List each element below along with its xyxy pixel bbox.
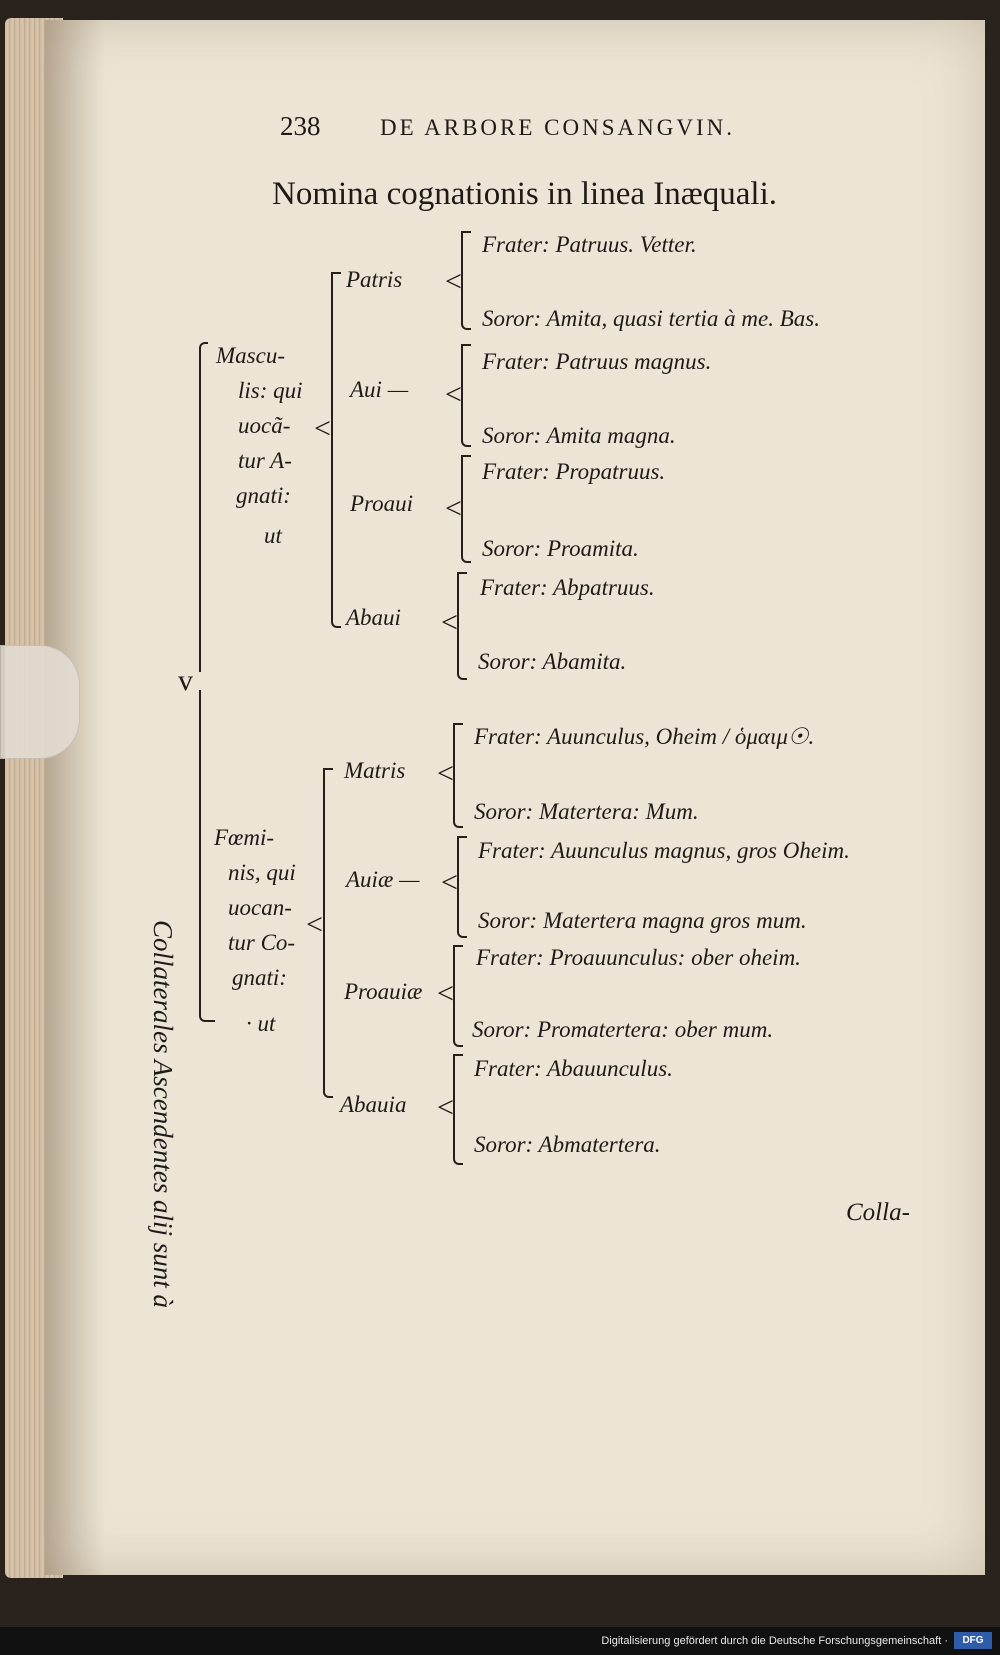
abauia-soror: Soror: Abmatertera. [474,1132,661,1157]
branch-aui: Aui — [350,377,409,402]
auiae-brace-point: < [441,866,458,899]
proaui-brace-point: < [445,492,462,525]
female-branches-brace [323,768,333,1098]
book-clip [0,645,80,759]
auiae-frater: Frater: Auunculus magnus, gros Oheim. [478,838,850,863]
male-branches-brace-point: < [314,412,331,445]
matris-brace [453,723,463,828]
outer-brace-bottom [199,690,215,1022]
male-label-3: uocã- [238,413,291,438]
male-label-5: gnati: [236,483,291,508]
branch-patris: Patris [346,267,403,292]
chart-title: Nomina cognationis in linea Inæquali. [272,176,777,212]
proauiae-frater: Frater: Proauunculus: ober oheim. [476,945,801,970]
abauia-brace [453,1054,463,1165]
female-branches-brace-point: < [306,908,323,941]
branch-auiae: Auiæ — [346,867,420,892]
male-label-2: lis: qui [238,378,303,403]
outer-brace-top [199,342,208,672]
abaui-brace-point: < [441,606,458,639]
female-label-2: nis, qui [228,860,296,885]
female-label-3: uocan- [228,895,292,920]
female-label-5: gnati: [232,965,287,990]
proaui-soror: Soror: Proamita. [482,536,639,561]
abauia-brace-point: < [437,1091,454,1124]
proaui-frater: Frater: Propatruus. [482,459,666,484]
female-label-4: tur Co- [228,930,296,955]
auiae-brace [457,836,467,938]
vertical-label: Collaterales Ascendentes alij sunt à [148,920,178,1308]
matris-frater: Frater: Auunculus, Oheim / ὁμαιμ☉. [474,724,815,749]
proauiae-brace-point: < [437,977,454,1010]
branch-matris: Matris [344,758,406,783]
female-label-6: · ut [246,1011,276,1036]
matris-brace-point: < [437,757,454,790]
proauiae-soror: Soror: Promatertera: ober mum. [472,1017,774,1042]
gutter-shadow [45,20,105,1575]
abaui-soror: Soror: Abamita. [478,649,627,674]
patris-brace-point: < [445,265,462,298]
patris-soror: Soror: Amita, quasi tertia à me. Bas. [482,306,820,331]
male-label-6: ut [264,523,282,548]
matris-soror: Soror: Matertera: Mum. [474,799,699,824]
proauiae-brace [453,945,463,1047]
aui-brace-point: < [445,378,462,411]
male-label-1: Mascu- [216,343,285,368]
patris-frater: Frater: Patruus. Vetter. [482,232,697,257]
dfg-logo: DFG [954,1632,992,1649]
abaui-frater: Frater: Abpatruus. [480,575,655,600]
abaui-brace [457,572,467,680]
auiae-soror: Soror: Matertera magna gros mum. [478,908,807,933]
male-branches-brace [331,272,341,628]
aui-brace [461,344,471,447]
aui-soror: Soror: Amita magna. [482,423,676,448]
branch-proaui: Proaui [350,491,414,516]
outer-brace-point: v [178,664,193,697]
female-label-1: Fœmi- [214,825,275,850]
patris-brace [461,231,471,330]
branch-abaui: Abaui [346,605,401,630]
footer-credit: Digitalisierung gefördert durch die Deutsche Forschungsgemeinschaft · [601,1635,948,1647]
page-number: 238 [280,111,321,141]
male-label-4: tur A- [238,448,292,473]
running-title: DE ARBORE CONSANGVIN. [380,115,735,140]
branch-proauiae: Proauiæ [344,979,423,1004]
branch-abauia: Abauia [340,1092,407,1117]
proaui-brace [461,455,471,563]
aui-frater: Frater: Patruus magnus. [482,349,712,374]
catchword: Colla- [846,1199,910,1226]
abauia-frater: Frater: Abauunculus. [474,1056,673,1081]
